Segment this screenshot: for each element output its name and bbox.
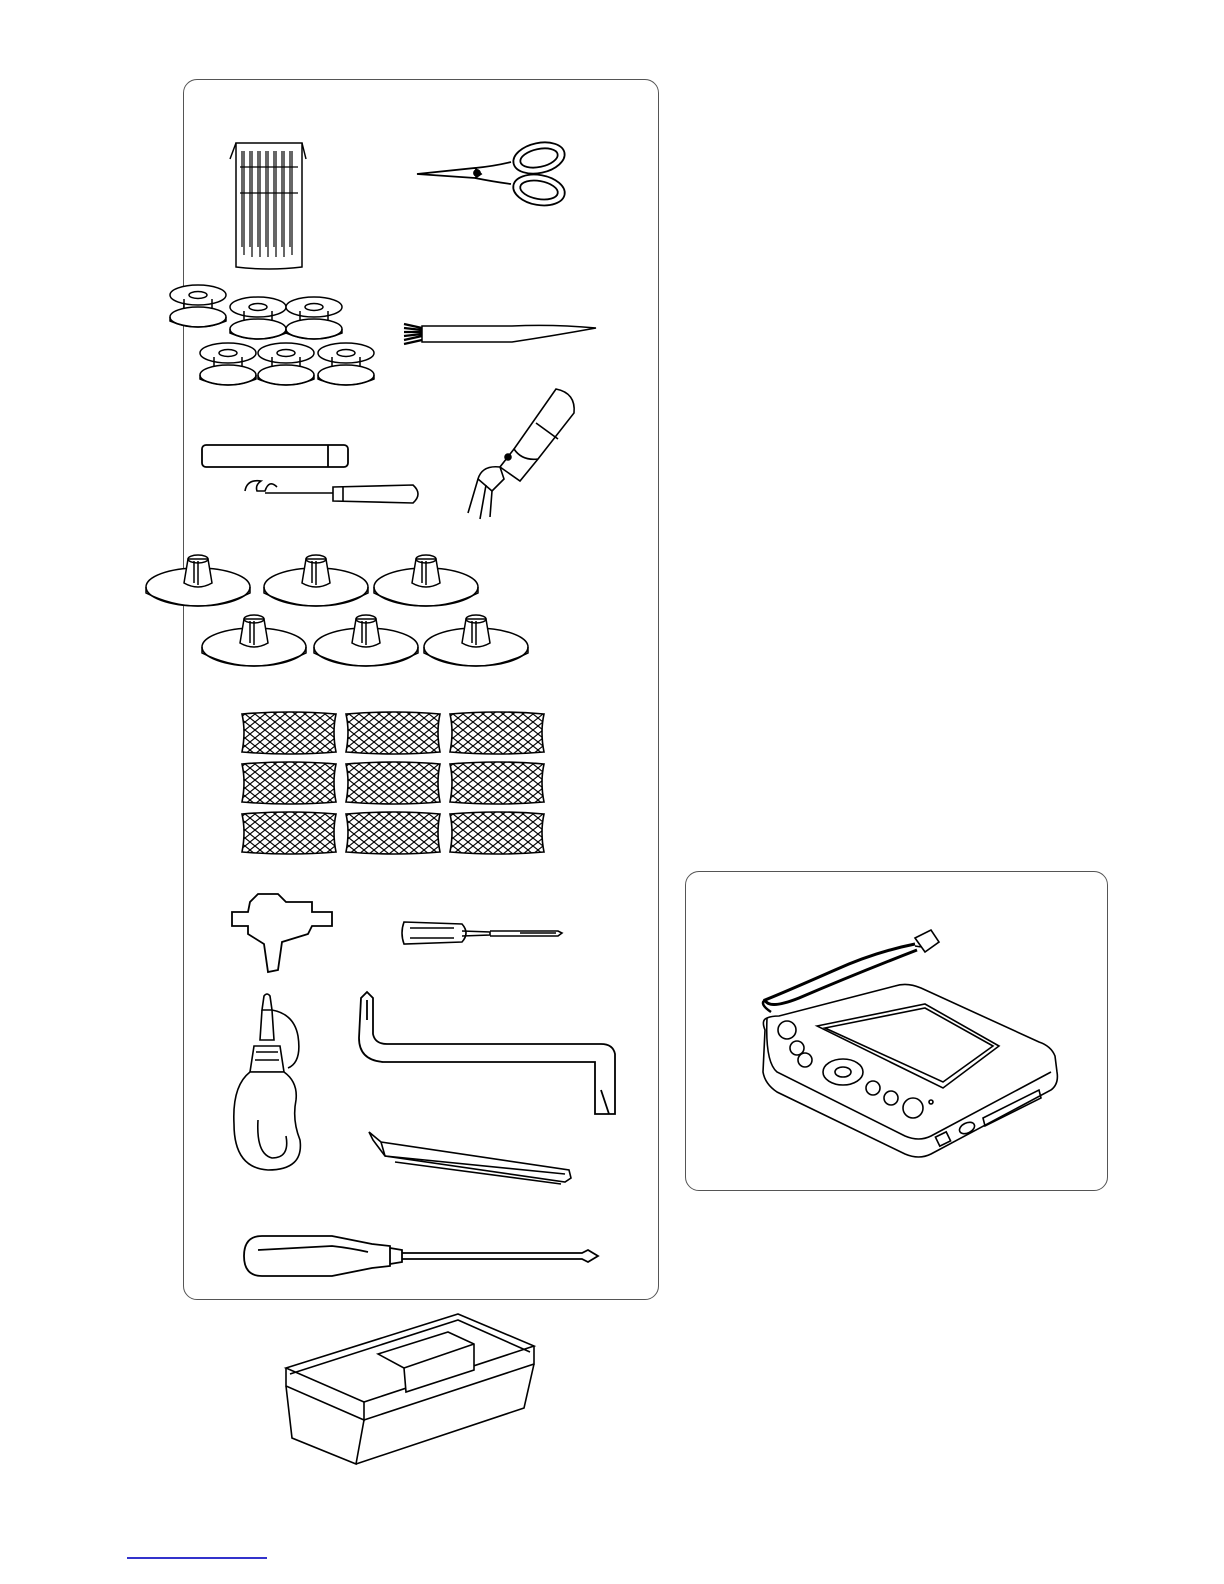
hex-wrench-icon — [355, 990, 620, 1118]
seam-ripper-icon — [243, 475, 423, 507]
seam-ripper-cap-icon — [200, 441, 352, 471]
accessory-box-icon — [278, 1310, 540, 1470]
spool-nets-icon — [240, 710, 548, 860]
small-screwdriver-icon — [400, 918, 565, 948]
large-screwdriver-icon — [242, 1230, 602, 1282]
external-controller-icon — [755, 922, 1060, 1162]
bulb-changer-icon — [460, 383, 585, 523]
scissors-icon — [415, 138, 570, 212]
spool-holders-icon — [198, 553, 538, 683]
oiler-icon — [228, 990, 318, 1176]
bobbins-icon — [198, 295, 383, 387]
footer-rule — [127, 1557, 267, 1559]
needle-set-icon — [228, 133, 310, 273]
tweezers-icon — [365, 1128, 575, 1188]
lint-brush-icon — [402, 318, 598, 350]
screwdriver-key-icon — [228, 890, 338, 976]
